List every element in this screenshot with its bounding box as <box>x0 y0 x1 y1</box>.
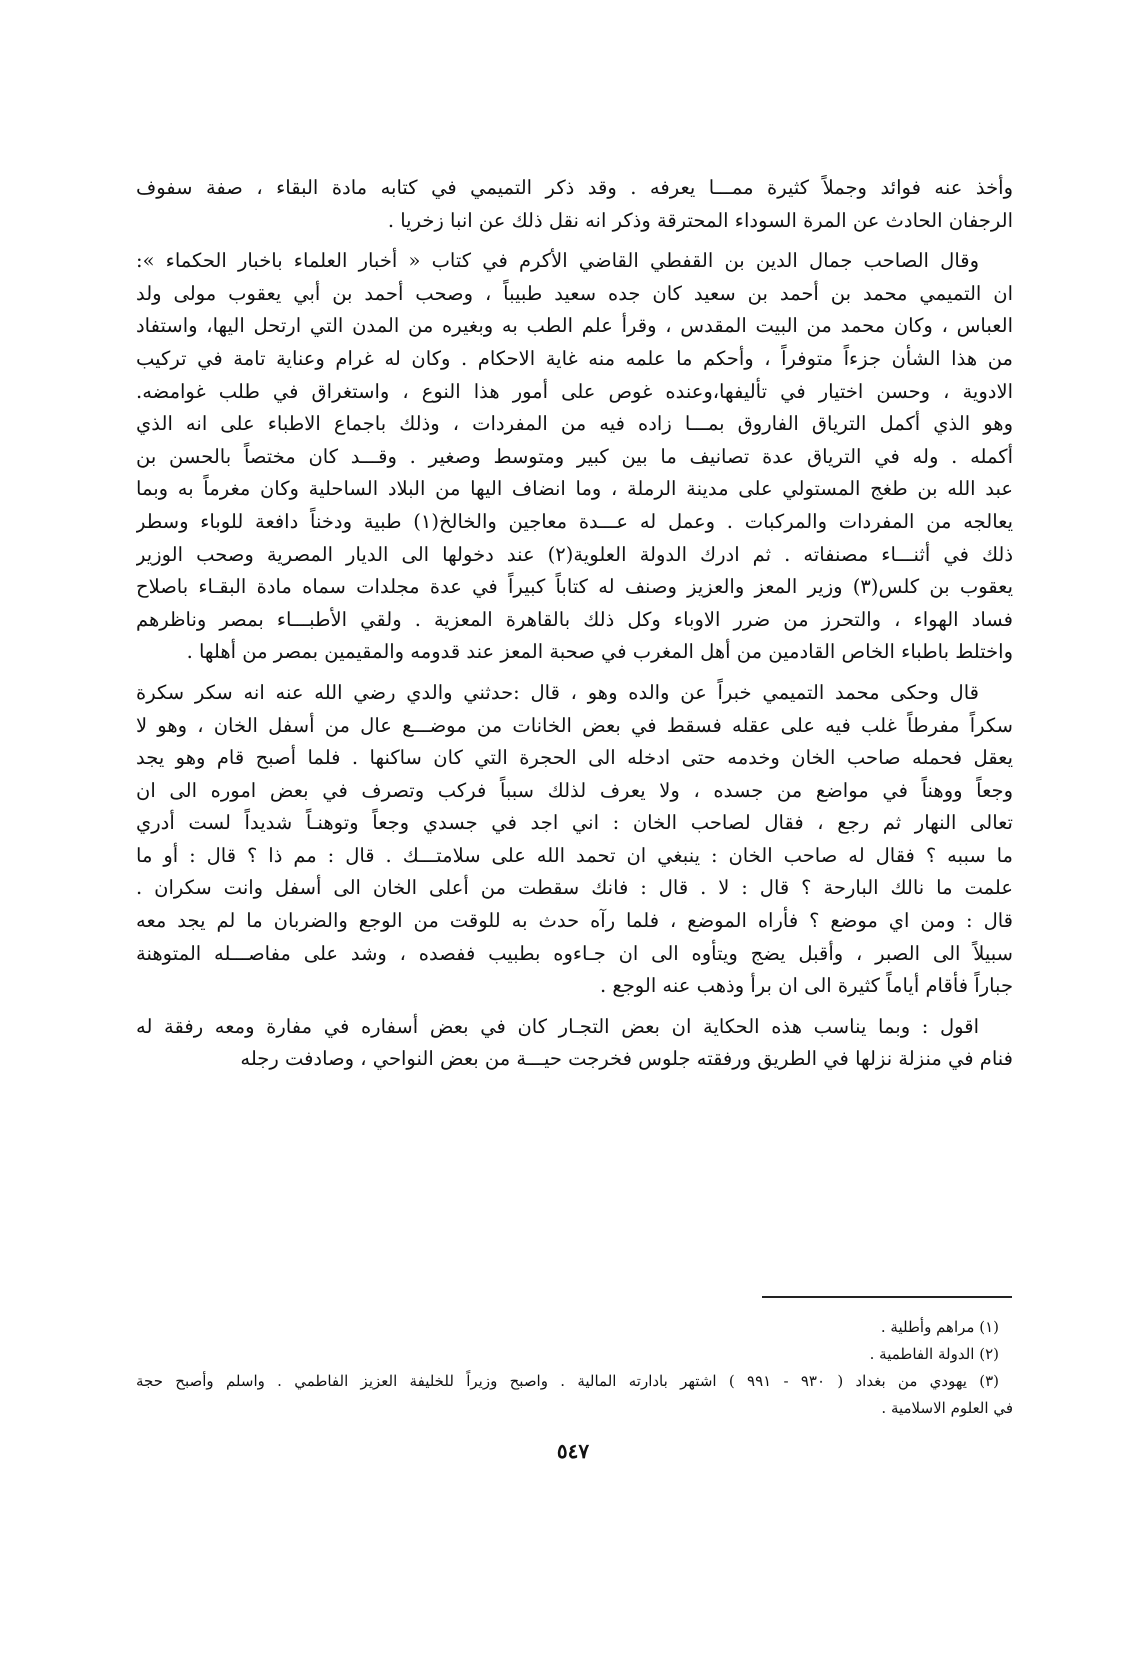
text-line: وقال الصاحب جمال الدين بن القفطي القاضي الأكرم في كتاب « أخبار العلماء باخبار الحكماء »: <box>136 249 979 273</box>
text-line: اقول : وبما يناسب هذه الحكاية ان بعض التجـار كان في بعض أسفاره في مفارة ومعه رفقة له <box>136 1014 979 1038</box>
text-line: العباس ، وكان محمد من البيت المقدس ، وقرأ علم الطب به وبغيره من المدن التي ارتحل اليها، واستفاد <box>136 314 1013 338</box>
text-line: ان التميمي محمد بن أحمد بن سعيد كان جده سعيد طبيباً ، وصحب أحمد بن أبي يعقوب مولى ولد <box>136 281 1013 305</box>
text-line: سبيلاً الى الصبر ، وأقبل يضج ويتأوه الى ان جـاءوه بطبيب ففصده ، وشد على مفاصـــله المتوهنة <box>136 941 1013 965</box>
text-line: من هذا الشأن جزءاً متوفراً ، وأحكم ما علمه منه غاية الاحكام . وكان له غرام وعناية تامة في تركيب <box>136 346 1013 370</box>
text-line: ذلك في أثنـــاء مصنفاته . ثم ادرك الدولة العلوية(٢) عند دخولها الى الديار المصرية وصحب الوزير <box>136 542 1013 566</box>
text-line: علمت ما نالك البارحة ؟ قال : لا . قال : فانك سقطت من أعلى الخان الى أسفل وانت سكران . <box>136 876 1013 900</box>
text-line: تعالى النهار ثم رجع ، فقال لصاحب الخان : اني اجد في جسدي وجعاً وتوهنـاً شديداً لست أدري <box>136 811 1013 835</box>
paragraph <box>136 245 1013 669</box>
text-line: عبد الله بن طغج المستولي على مدينة الرملة ، وما انضاف اليها من البلاد الساحلية وكان مغرماً به وبما <box>136 477 1013 501</box>
text-line: سكراً مفرطاً غلب فيه على عقله فسقط في بعض الخانات من موضـــع عال من أسفل الخان ، وهو لا <box>136 713 1013 737</box>
footnote-1: (١) مراهم وأطلية . <box>880 1318 999 1336</box>
text-line: يعقوب بن كلس(٣) وزير المعز والعزيز وصنف له كتاباً كبيراً في عدة مجلدات سماه مادة البقـاء باصلاح <box>136 575 1013 599</box>
main-text <box>136 172 1013 1084</box>
text-line: الرجفان الحادث عن المرة السوداء المحترقة وذكر انه نقل ذلك عن انبا زخريا . <box>387 208 1013 232</box>
footnotes <box>136 1314 1013 1422</box>
paragraph <box>136 172 1013 237</box>
text-line: فنام في منزلة نزلها في الطريق ورفقته جلوس فخرجت حيـــة من بعض النواحي ، وصادفت رجله <box>240 1047 1013 1071</box>
text-line: واختلط باطباء الخاص القادمين من أهل المغرب في صحبة المعز عند قدومه والمقيمين بمصر من أهلها . <box>186 640 1013 664</box>
page-number: ٥٤٧ <box>556 1439 590 1463</box>
text-line: وأخذ عنه فوائد وجملاً كثيرة ممـــا يعرفه . وقد ذكر التميمي في كتابه مادة البقاء ، صفة سفوف <box>136 176 1013 199</box>
footnote-divider <box>762 1296 1012 1298</box>
text-line: قال : ومن اي موضع ؟ فأراه الموضع ، فلما رآه حدث به للوقت من الوجع والضربان ما لم يجد معه <box>136 909 1013 933</box>
footnote-3: (٣) يهودي من بغداد ( ٩٣٠ - ٩٩١ ) اشتهر بادارته المالية . واصبح وزيراً للخليفة العزيز الفاطمي . واسلم وأصبح حجة <box>136 1372 1000 1390</box>
text-line: يعالجه من المفردات والمركبات . وعمل له عـــدة معاجين والخالخ(١) طبية ودخناً دافعة للوباء وسطر <box>136 509 1013 533</box>
paragraph <box>136 677 1013 1003</box>
text-line: يعقل فحمله صاحب الخان وخدمه حتى ادخله الى الحجرة التي كان ساكنها . فلما أصبح قام وهو يجد <box>136 746 1013 770</box>
footnote-3-continued: في العلوم الاسلامية . <box>881 1399 1013 1417</box>
text-line: وهو الذي أكمل الترياق الفاروق بمـــا زاده فيه من المفردات ، وذلك باجماع الاطباء على انه الذي <box>136 412 1013 436</box>
footnote-2: (٢) الدولة الفاطمية . <box>869 1345 999 1363</box>
text-line: جباراً فأقام أياماً كثيرة الى ان برأ وذهب عنه الوجع . <box>599 974 1013 998</box>
paragraph <box>136 1011 1013 1076</box>
text-line: أكمله . وله في الترياق عدة تصانيف ما بين كبير ومتوسط وصغير . وقـــد كان مختصاً بالحسن بن <box>136 444 1013 468</box>
text-line: الادوية ، وحسن اختيار في تأليفها،وعنده غوص على أمور هذا النوع ، واستغراق في طلب غوامضه. <box>136 379 1013 403</box>
text-line: وجعاً ووهناً في مواضع من جسده ، ولا يعرف لذلك سبباً فركب وتصرف في بعض اموره الى ان <box>136 778 1013 802</box>
text-line: ما سببه ؟ فقال له صاحب الخان : ينبغي ان تحمد الله على سلامتـــك . قال : مم ذا ؟ قال : أو ما <box>136 843 1013 867</box>
text-line: قال وحكى محمد التميمي خبراً عن والده وهو ، قال :حدثني والدي رضي الله عنه انه سكر سكرة <box>136 680 979 704</box>
text-line: فساد الهواء ، والتحرز من ضرر الاوباء وكل ذلك بالقاهرة المعزية . ولقي الأطبـــاء بمصر وناظرهم <box>136 607 1013 631</box>
